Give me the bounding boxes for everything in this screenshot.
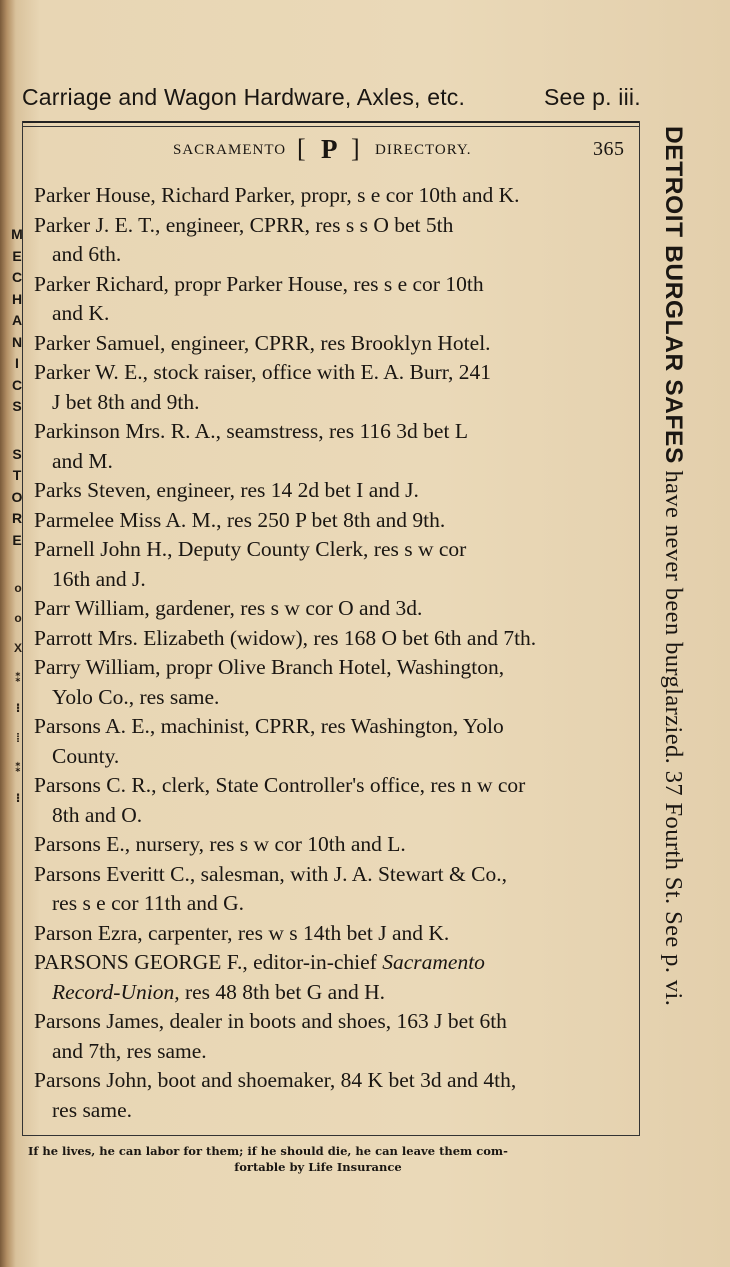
entry-line-1 bbox=[34, 535, 632, 565]
entry-italic-text: Record-Union, bbox=[52, 979, 180, 1004]
entry-text: Parr William, gardener, res s w cor O and 3d. bbox=[34, 596, 423, 620]
entry-line-1 bbox=[34, 830, 632, 860]
left-margin-letter: S bbox=[12, 445, 22, 462]
entry-continuation: and M. bbox=[52, 448, 113, 473]
entry-text: Parson Ezra, carpenter, res w s 14th bet J and K. bbox=[34, 920, 450, 945]
directory-entry bbox=[34, 181, 632, 211]
page-number: 365 bbox=[593, 138, 625, 160]
entry-text: Parry William, propr Olive Branch Hotel, Washington, bbox=[34, 655, 505, 679]
directory-entry bbox=[34, 535, 632, 594]
top-ad-reference: See p. iii. bbox=[544, 84, 641, 110]
left-margin-letter: ⁝ bbox=[15, 791, 19, 805]
entry-line-2 bbox=[34, 240, 632, 270]
top-ad-text: Carriage and Wagon Hardware, Axles, etc. bbox=[22, 84, 466, 110]
entry-line-1 bbox=[34, 506, 632, 536]
entry-text: Parker W. E., stock raiser, office with E. A. Burr, 241 bbox=[34, 360, 492, 384]
directory-entry bbox=[34, 270, 632, 329]
entry-line-1 bbox=[34, 270, 632, 300]
running-head-bracket-left: [ bbox=[297, 134, 307, 163]
running-head bbox=[170, 134, 640, 164]
entry-text: Parker House, Richard Parker, propr, s e cor 10th and K. bbox=[34, 183, 520, 207]
running-head-bracket-right: ] bbox=[351, 134, 361, 163]
entry-text: Parsons James, dealer in boots and shoes, 163 J bet 6th bbox=[34, 1009, 507, 1033]
top-rule bbox=[22, 121, 640, 123]
entry-continuation: and 6th. bbox=[52, 242, 122, 266]
entry-continuation: res s e cor 11th and G. bbox=[52, 891, 245, 915]
entry-text: Parsons John, boot and shoemaker, 84 K bet 3d and 4th, bbox=[34, 1068, 517, 1092]
directory-entry bbox=[34, 830, 632, 860]
entry-continuation: res same. bbox=[52, 1097, 132, 1122]
left-margin-letter: M bbox=[11, 226, 23, 242]
left-margin-letter: O bbox=[11, 488, 23, 505]
left-margin-letter: o bbox=[14, 581, 20, 595]
top-rule-thin bbox=[22, 126, 640, 127]
directory-entry bbox=[34, 358, 632, 417]
entry-line-1 bbox=[34, 919, 632, 949]
directory-entry bbox=[34, 329, 632, 359]
entry-line-2 bbox=[34, 742, 632, 772]
right-rule bbox=[639, 121, 640, 1135]
directory-entry bbox=[34, 624, 632, 654]
entry-line-1 bbox=[34, 181, 632, 211]
left-margin-letter: S bbox=[12, 398, 22, 414]
left-margin-letter: E bbox=[12, 531, 22, 548]
entry-line-1 bbox=[34, 211, 632, 241]
directory-entry bbox=[34, 771, 632, 830]
left-margin-letter: ⁑ bbox=[14, 761, 20, 775]
entry-text: Parsons C. R., clerk, State Controller's office, res n w cor bbox=[34, 773, 526, 797]
entry-line-1 bbox=[34, 624, 632, 654]
entry-line-2 bbox=[34, 889, 632, 919]
left-margin-letter: C bbox=[11, 269, 23, 285]
left-margin-letter: I bbox=[15, 355, 19, 371]
entry-line-2 bbox=[34, 388, 632, 418]
entry-continuation: res 48 8th bet G and H. bbox=[184, 979, 385, 1004]
left-margin-letter: R bbox=[11, 510, 23, 526]
entry-line-1 bbox=[34, 358, 632, 388]
left-margin-word1 bbox=[9, 224, 25, 418]
entry-text: Parnell John H., Deputy County Clerk, res s w cor bbox=[34, 537, 467, 561]
entry-text: Parsons A. E., machinist, CPRR, res Washington, Yolo bbox=[34, 714, 504, 738]
left-margin-word2 bbox=[9, 444, 25, 552]
entry-text: Parkinson Mrs. R. A., seamstress, res 116 3d bet L bbox=[34, 419, 468, 443]
running-head-city: SACRAMENTO bbox=[173, 142, 287, 158]
left-margin-letter: H bbox=[11, 290, 23, 307]
entry-text: Parker Richard, propr Parker House, res s e cor 10th bbox=[34, 271, 484, 296]
entry-line-1 bbox=[34, 476, 632, 506]
right-margin-text bbox=[659, 126, 687, 1006]
directory-entry bbox=[34, 506, 632, 536]
entry-line-1 bbox=[34, 712, 632, 742]
right-margin-rest: have never been burglarzied. 37 Fourth St. See p. vi. bbox=[660, 470, 687, 1007]
directory-entry bbox=[34, 948, 632, 1007]
entry-line-2 bbox=[34, 299, 632, 329]
left-margin-advertisement bbox=[9, 224, 25, 813]
entry-text: Parsons Everitt C., salesman, with J. A. Stewart & Co., bbox=[34, 861, 507, 886]
entry-line-1 bbox=[34, 653, 632, 683]
right-margin-advertisement bbox=[650, 126, 690, 1146]
entry-continuation: 16th and J. bbox=[52, 566, 146, 591]
entry-continuation: County. bbox=[52, 743, 120, 768]
footer-line-1: If he lives, he can labor for them; if he should die, he can leave them com- bbox=[28, 1144, 508, 1158]
left-margin-letter: C bbox=[11, 376, 23, 393]
bottom-rule bbox=[22, 1135, 640, 1136]
left-margin-letter: ⁑ bbox=[14, 671, 20, 685]
entry-continuation: and K. bbox=[52, 301, 110, 325]
entry-line-2 bbox=[34, 1037, 632, 1067]
directory-entry bbox=[34, 712, 632, 771]
entry-text: Parker Samuel, engineer, CPRR, res Brooklyn Hotel. bbox=[34, 330, 491, 355]
directory-entry bbox=[34, 860, 632, 919]
entry-line-2 bbox=[34, 565, 632, 595]
running-head-letter: P bbox=[321, 134, 339, 164]
entry-line-2 bbox=[34, 683, 632, 713]
entry-line-1 bbox=[34, 417, 632, 447]
entry-line-2 bbox=[34, 978, 632, 1008]
directory-entry bbox=[34, 1007, 632, 1066]
right-margin-brand: DETROIT BURGLAR SAFES bbox=[660, 126, 687, 464]
entry-line-1 bbox=[34, 860, 632, 890]
entry-text: Parker J. E. T., engineer, CPRR, res s s O bet 5th bbox=[34, 212, 454, 237]
entry-text: Parmelee Miss A. M., res 250 P bet 8th and 9th. bbox=[34, 507, 446, 532]
left-margin-letter: ⁝ bbox=[15, 701, 19, 715]
left-margin-letter: E bbox=[12, 247, 22, 264]
left-margin-letter: o bbox=[14, 611, 20, 625]
entry-italic-text: Sacramento bbox=[382, 950, 485, 974]
entry-continuation: and 7th, res same. bbox=[52, 1038, 207, 1063]
directory-entry bbox=[34, 417, 632, 476]
left-margin-letter: T bbox=[12, 467, 22, 483]
left-margin-marks bbox=[9, 573, 25, 813]
left-margin-letter: N bbox=[11, 333, 23, 350]
directory-entry bbox=[34, 594, 632, 624]
entry-line-1 bbox=[34, 594, 632, 624]
entry-text: Parks Steven, engineer, res 14 2d bet I and J. bbox=[34, 478, 419, 502]
entry-continuation: Yolo Co., res same. bbox=[52, 684, 220, 709]
directory-entry bbox=[34, 476, 632, 506]
entry-text: Parrott Mrs. Elizabeth (widow), res 168 O bet 6th and 7th. bbox=[34, 625, 537, 650]
entry-line-2 bbox=[34, 801, 632, 831]
entry-line-1 bbox=[34, 771, 632, 801]
entry-continuation: 8th and O. bbox=[52, 802, 143, 827]
entry-line-1 bbox=[34, 1007, 632, 1037]
directory-entry bbox=[34, 653, 632, 712]
entry-line-2 bbox=[34, 1096, 632, 1126]
directory-entry bbox=[34, 919, 632, 949]
running-head-directory: DIRECTORY. bbox=[375, 142, 472, 158]
left-margin-letter: X bbox=[13, 641, 20, 655]
entry-text: Parsons E., nursery, res s w cor 10th and L. bbox=[34, 832, 406, 856]
entry-line-1 bbox=[34, 329, 632, 359]
entry-continuation: J bet 8th and 9th. bbox=[52, 389, 200, 414]
left-margin-letter: A bbox=[11, 312, 23, 328]
left-margin-letter: ⁞ bbox=[16, 731, 18, 745]
directory-entry bbox=[34, 1066, 632, 1125]
footer-line-2: fortable by Life Insurance bbox=[234, 1160, 402, 1174]
directory-entry bbox=[34, 211, 632, 270]
entry-line-2 bbox=[34, 447, 632, 477]
entry-text: PARSONS GEORGE F., editor-in-chief bbox=[34, 950, 377, 974]
entry-line-1 bbox=[34, 948, 632, 978]
footer-advertisement bbox=[28, 1143, 648, 1175]
entry-line-1 bbox=[34, 1066, 632, 1096]
directory-entries bbox=[34, 181, 632, 1125]
